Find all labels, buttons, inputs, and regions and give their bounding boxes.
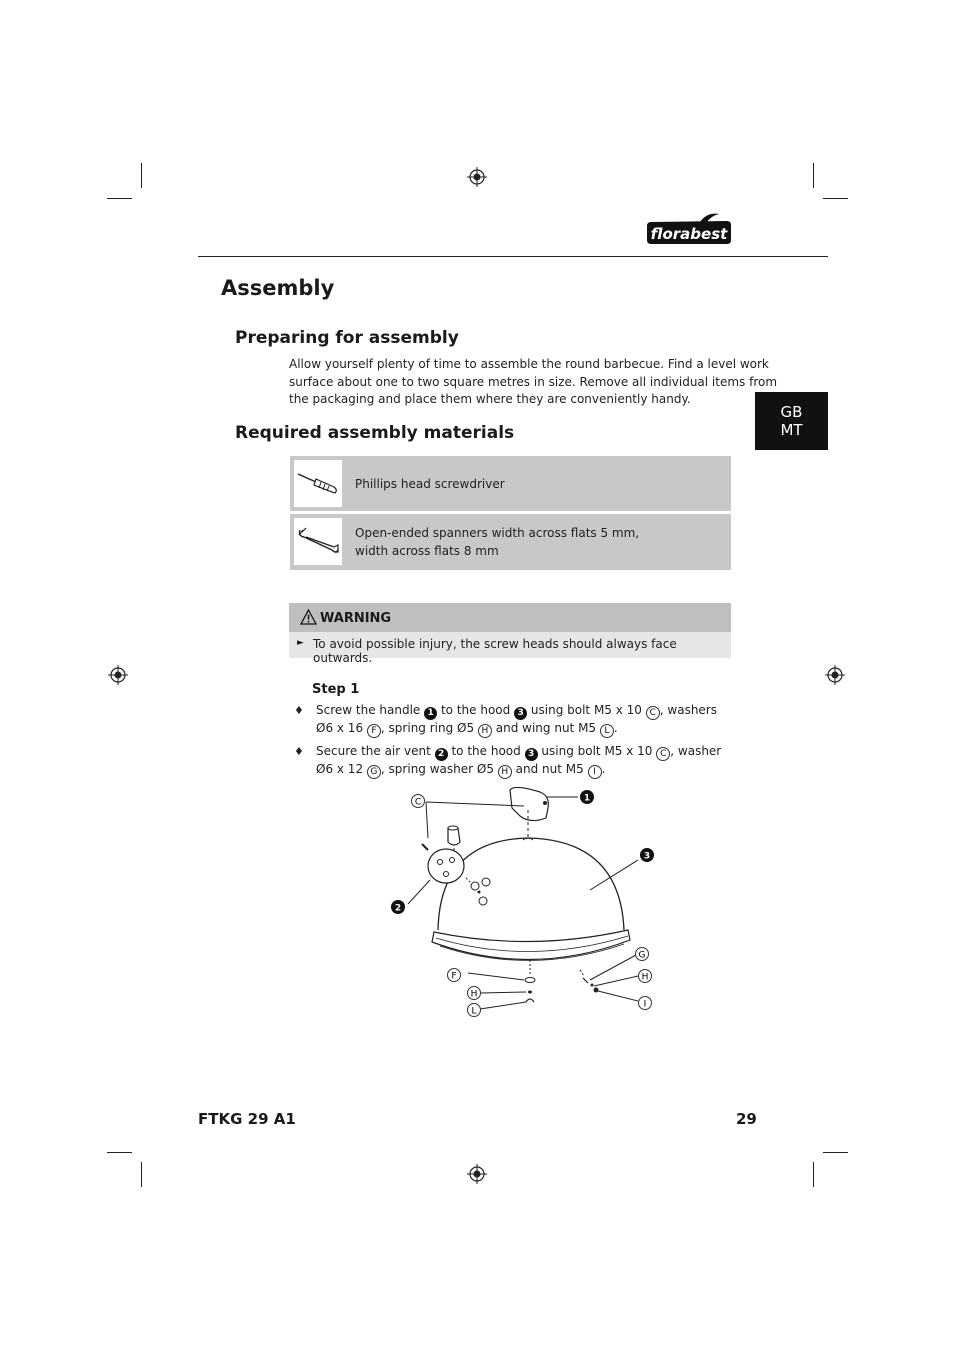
registration-mark-icon <box>467 1164 487 1184</box>
diagram-label-3 <box>640 848 654 862</box>
crop-mark <box>823 1152 848 1153</box>
svg-text:G: G <box>638 950 646 961</box>
part-letter-badge: L <box>600 724 614 738</box>
instruction-text: , spring ring Ø5 <box>380 721 475 735</box>
crop-mark <box>823 198 848 199</box>
instruction-text: using bolt M5 x 10 <box>530 703 642 717</box>
svg-text:F: F <box>451 971 457 982</box>
crop-mark <box>107 198 132 199</box>
svg-text:3: 3 <box>643 851 651 862</box>
instruction-text: and wing nut M5 <box>495 721 597 735</box>
material-row <box>290 514 731 570</box>
section-title-materials: Required assembly materials <box>235 423 515 443</box>
instruction-text: to the hood <box>440 703 511 717</box>
instruction-text: Secure the air vent <box>316 744 431 758</box>
model-number: FTKG 29 A1 <box>198 1110 296 1128</box>
registration-mark-icon <box>467 167 487 187</box>
crop-mark <box>107 1152 132 1153</box>
svg-text:I: I <box>643 999 647 1010</box>
step-instruction <box>316 702 717 738</box>
page-number: 29 <box>736 1110 757 1128</box>
crop-mark <box>813 1162 814 1187</box>
material-line: width across flats 8 mm <box>355 544 499 558</box>
instruction-text: Ø6 x 12 <box>316 762 364 776</box>
step-title: Step 1 <box>312 682 360 697</box>
crop-mark <box>141 163 142 188</box>
page-title: Assembly <box>221 276 335 300</box>
instruction-text: Ø6 x 16 <box>316 721 364 735</box>
diagram-label-1 <box>580 790 594 804</box>
crop-mark <box>813 163 814 188</box>
arrow-bullet-icon: ► <box>297 638 304 648</box>
instruction-text: using bolt M5 x 10 <box>541 744 653 758</box>
part-number-badge: 1 <box>424 707 437 720</box>
diagram-label-2 <box>391 900 405 914</box>
paragraph-line: the packaging and place them where they are conveniently handy. <box>289 392 691 406</box>
step-instruction <box>316 743 721 779</box>
warning-body <box>289 632 731 665</box>
part-number-badge: 3 <box>525 748 538 761</box>
warning-triangle-icon <box>300 609 317 625</box>
preparing-paragraph <box>289 356 777 409</box>
material-label: Phillips head screwdriver <box>355 477 505 491</box>
instruction-text: . <box>613 721 618 735</box>
language-code: GB <box>780 403 803 421</box>
instruction-text: . <box>601 762 606 776</box>
part-letter-badge: G <box>367 765 381 779</box>
diagram-label-i <box>639 997 652 1010</box>
diagram-label-l <box>468 1004 481 1017</box>
registration-mark-icon <box>108 665 128 685</box>
instruction-text: and nut M5 <box>515 762 584 776</box>
part-number-badge: 2 <box>435 748 448 761</box>
part-number-badge: 3 <box>514 707 527 720</box>
part-letter-badge: I <box>588 765 602 779</box>
svg-text:1: 1 <box>583 793 591 804</box>
material-line: Open-ended spanners width across flats 5 mm, <box>355 526 640 540</box>
crop-mark <box>141 1162 142 1187</box>
language-tab <box>755 392 828 450</box>
diagram-label-h <box>468 987 481 1000</box>
spanner-icon <box>294 518 342 565</box>
screwdriver-icon <box>294 460 342 507</box>
svg-text:H: H <box>641 972 649 983</box>
diamond-bullet-icon: ♦ <box>294 745 304 758</box>
diagram-label-g <box>636 948 649 961</box>
part-letter-badge: H <box>478 724 492 738</box>
svg-text:C: C <box>414 797 422 808</box>
diamond-bullet-icon: ♦ <box>294 704 304 717</box>
handle-part <box>510 787 548 820</box>
language-code: MT <box>780 421 803 439</box>
instruction-text: , washer <box>670 744 722 758</box>
svg-text:H: H <box>470 989 478 1000</box>
paragraph-line: Allow yourself plenty of time to assemble the round barbecue. Find a level work <box>289 357 769 371</box>
registration-mark-icon <box>825 665 845 685</box>
header-rule <box>198 256 828 257</box>
svg-text:2: 2 <box>394 903 402 914</box>
hood-dome <box>438 838 624 930</box>
material-label <box>355 524 639 560</box>
part-letter-badge: F <box>367 724 381 738</box>
brand-logo-text: florabest <box>650 225 728 243</box>
part-letter-badge: C <box>656 747 670 761</box>
svg-text:L: L <box>471 1006 477 1017</box>
diagram-label-c <box>412 795 425 808</box>
instruction-text: , spring washer Ø5 <box>380 762 494 776</box>
instruction-text: to the hood <box>451 744 521 758</box>
diagram-label-f <box>448 969 461 982</box>
material-row <box>290 456 731 511</box>
section-title-preparing: Preparing for assembly <box>235 328 459 348</box>
instruction-text: Screw the handle <box>316 703 421 717</box>
assembly-diagram <box>380 780 680 1025</box>
brand-logo <box>645 212 733 246</box>
part-letter-badge: C <box>646 706 660 720</box>
diagram-label-h <box>639 970 652 983</box>
instruction-text: , washers <box>659 703 717 717</box>
warning-text: To avoid possible injury, the screw heads should always face outwards. <box>313 637 677 665</box>
paragraph-line: surface about one to two square metres in size. Remove all individual items from <box>289 374 778 389</box>
air-vent-part <box>428 849 464 883</box>
part-letter-badge: H <box>498 765 512 779</box>
warning-header <box>289 603 731 632</box>
warning-title: WARNING <box>320 611 392 626</box>
